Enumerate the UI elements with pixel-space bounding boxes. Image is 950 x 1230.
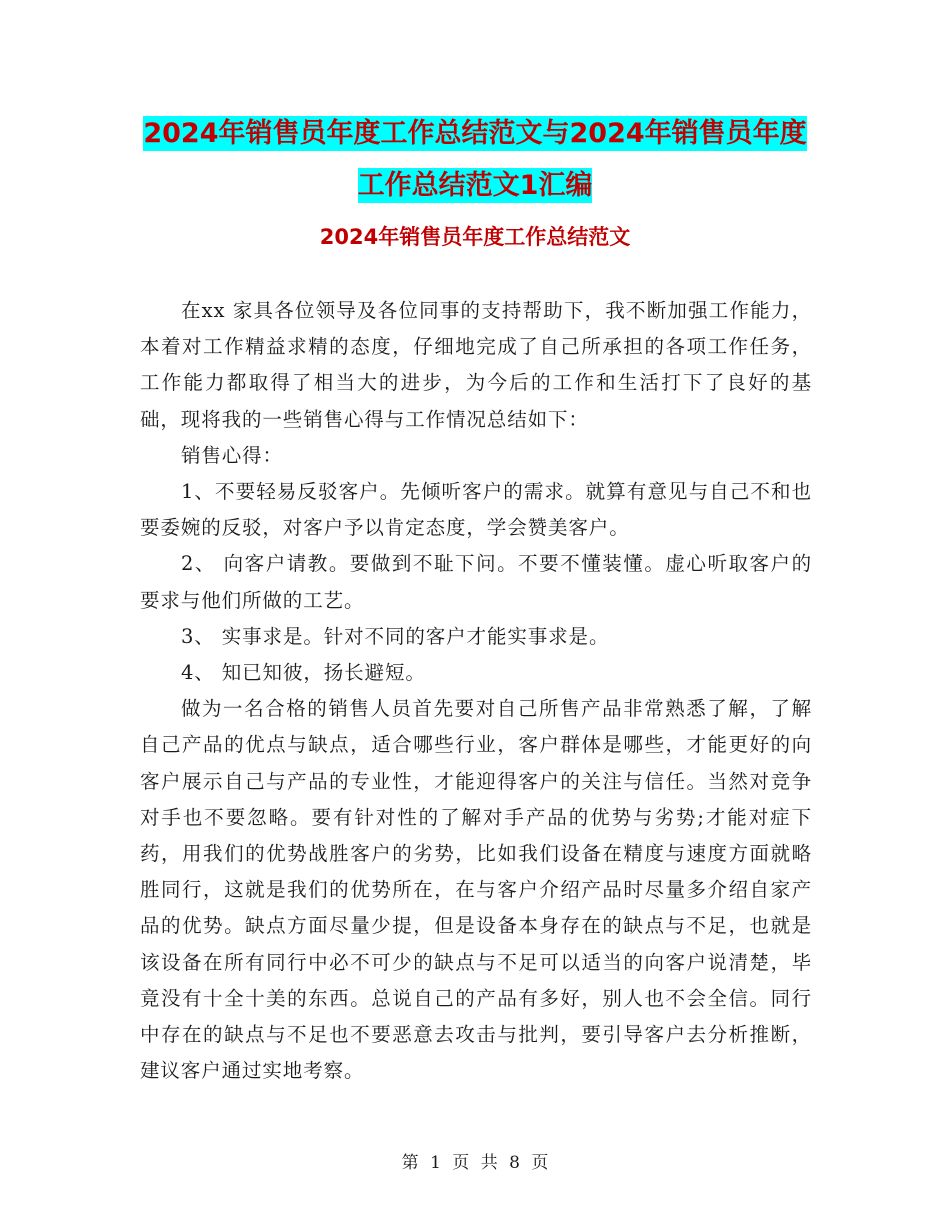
paragraph-sales-heading: 销售心得：: [180, 443, 283, 467]
paragraph-item-1: 1、不要轻易反驳客户。先倾听客户的需求。就算有意见与自己不和也要委婉的反驳，对客户予以肯定态度，学会赞美客户。: [140, 480, 812, 540]
page-footer: 第 1 页 共 8 页: [401, 1153, 549, 1173]
paragraph-item-3: 3、 实事求是。针对不同的客户才能实事求是。: [180, 624, 610, 648]
paragraph-body: 做为一名合格的销售人员首先要对自己所售产品非常熟悉了解，了解自己产品的优点与缺点，适合哪些行业，客户群体是哪些，才能更好的向客户展示自己与产品的专业性，才能迎得客户的关注与信任。当然对竞争对手也不要忽略。要有针对性的了解对手产品的优势与劣势;才能对症下药，用我们的优势战胜客户的劣势，比如我们设备在精度与速度方面就略胜同行，这就是我们的优势所在，在与客户介绍产品时尽量多介绍自家产品的优势。缺点方面尽量少提，但是设备本身存在的缺点与不足，也就是该设备在所有同行中必不可少的缺点与不足可以适当的向客户说清楚，毕竟没有十全十美的东西。总说自己的产品有多好，别人也不会全信。同行中存在的缺点与不足也不要恶意去攻击与批判，要引导客户去分析推断，建议客户通过实地考察。: [140, 697, 812, 1083]
document-title-line-2: 工作总结范文1汇编: [357, 170, 593, 201]
paragraph-intro: 在xx 家具各位领导及各位同事的支持帮助下，我不断加强工作能力，本着对工作精益求精的态度，仔细地完成了自己所承担的各项工作任务，工作能力都取得了相当大的进步，为今后的工作和生活打下了良好的基础，现将我的一些销售心得与工作情况总结如下：: [140, 299, 812, 431]
body-text: [140, 293, 812, 1089]
paragraph-item-4: 4、 知已知彼，扬长避短。: [180, 661, 426, 685]
section-title: 2024年销售员年度工作总结范文: [319, 225, 631, 249]
paragraph-item-2: 2、 向客户请教。要做到不耻下问。不要不懂装懂。虚心听取客户的要求与他们所做的工艺。: [140, 552, 812, 612]
document-title-line-1: 2024年销售员年度工作总结范文与2024年销售员年度: [143, 118, 807, 149]
document-title: [100, 108, 850, 212]
